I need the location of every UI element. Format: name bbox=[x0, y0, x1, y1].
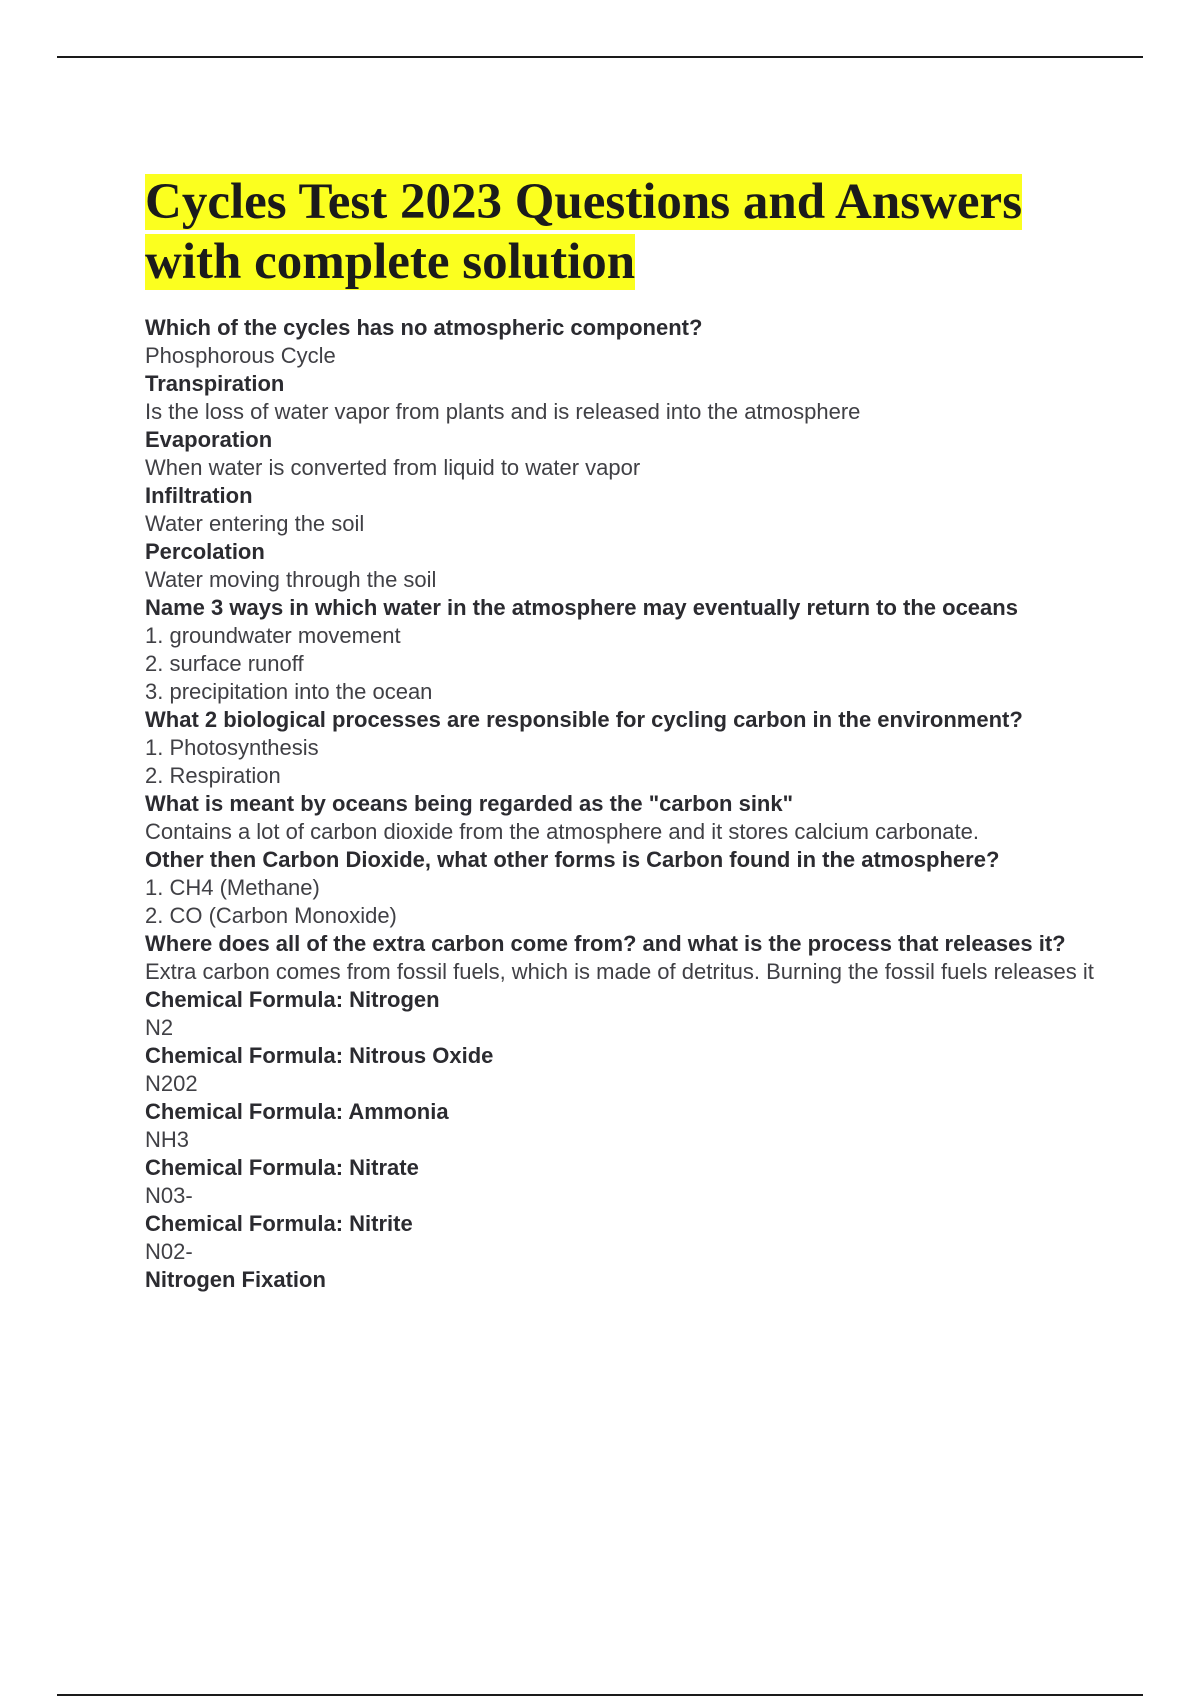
answer-line: 1. groundwater movement bbox=[145, 623, 401, 648]
question: Chemical Formula: Nitrite bbox=[145, 1211, 413, 1236]
question: Other then Carbon Dioxide, what other forms is Carbon found in the atmosphere? bbox=[145, 847, 1000, 872]
answer-line: 2. CO (Carbon Monoxide) bbox=[145, 903, 397, 928]
answer-line: 3. precipitation into the ocean bbox=[145, 679, 433, 704]
question: Name 3 ways in which water in the atmosphere may eventually return to the oceans bbox=[145, 595, 1018, 620]
answer-line: 1. CH4 (Methane) bbox=[145, 875, 320, 900]
answer-line: Extra carbon comes from fossil fuels, which is made of detritus. Burning the fossil fuels releases it bbox=[145, 959, 1094, 984]
answer-line: 2. Respiration bbox=[145, 763, 281, 788]
question: Chemical Formula: Nitrate bbox=[145, 1155, 419, 1180]
question: Transpiration bbox=[145, 371, 285, 396]
question: Infiltration bbox=[145, 483, 253, 508]
answer-line: Is the loss of water vapor from plants and is released into the atmosphere bbox=[145, 399, 861, 424]
question: Chemical Formula: Ammonia bbox=[145, 1099, 449, 1124]
question: Chemical Formula: Nitrous Oxide bbox=[145, 1043, 494, 1068]
qa-list bbox=[145, 314, 1145, 1294]
answer-line: When water is converted from liquid to water vapor bbox=[145, 455, 641, 480]
document-body bbox=[145, 172, 1145, 1294]
answer-line: Phosphorous Cycle bbox=[145, 343, 336, 368]
answer-line: N03- bbox=[145, 1183, 193, 1208]
answer-line: Water entering the soil bbox=[145, 511, 365, 536]
answer-line: NH3 bbox=[145, 1127, 190, 1152]
document-title bbox=[145, 172, 1145, 292]
question: Where does all of the extra carbon come from? and what is the process that releases it? bbox=[145, 931, 1066, 956]
answer-line: N202 bbox=[145, 1071, 198, 1096]
question: Nitrogen Fixation bbox=[145, 1267, 326, 1292]
answer-line: Water moving through the soil bbox=[145, 567, 437, 592]
question: Chemical Formula: Nitrogen bbox=[145, 987, 440, 1012]
answer-line: N02- bbox=[145, 1239, 193, 1264]
answer-line: 2. surface runoff bbox=[145, 651, 304, 676]
bottom-rule bbox=[57, 1694, 1143, 1696]
title-line-1: Cycles Test 2023 Questions and Answers bbox=[145, 174, 1023, 230]
top-rule bbox=[57, 56, 1143, 58]
answer-line: 1. Photosynthesis bbox=[145, 735, 319, 760]
question: What 2 biological processes are responsible for cycling carbon in the environment? bbox=[145, 707, 1023, 732]
answer-line: N2 bbox=[145, 1015, 174, 1040]
question: Percolation bbox=[145, 539, 265, 564]
question: What is meant by oceans being regarded as the "carbon sink" bbox=[145, 791, 794, 816]
question: Which of the cycles has no atmospheric component? bbox=[145, 315, 703, 340]
title-line-2: with complete solution bbox=[145, 234, 636, 290]
question: Evaporation bbox=[145, 427, 273, 452]
answer-line: Contains a lot of carbon dioxide from the atmosphere and it stores calcium carbonate. bbox=[145, 819, 980, 844]
